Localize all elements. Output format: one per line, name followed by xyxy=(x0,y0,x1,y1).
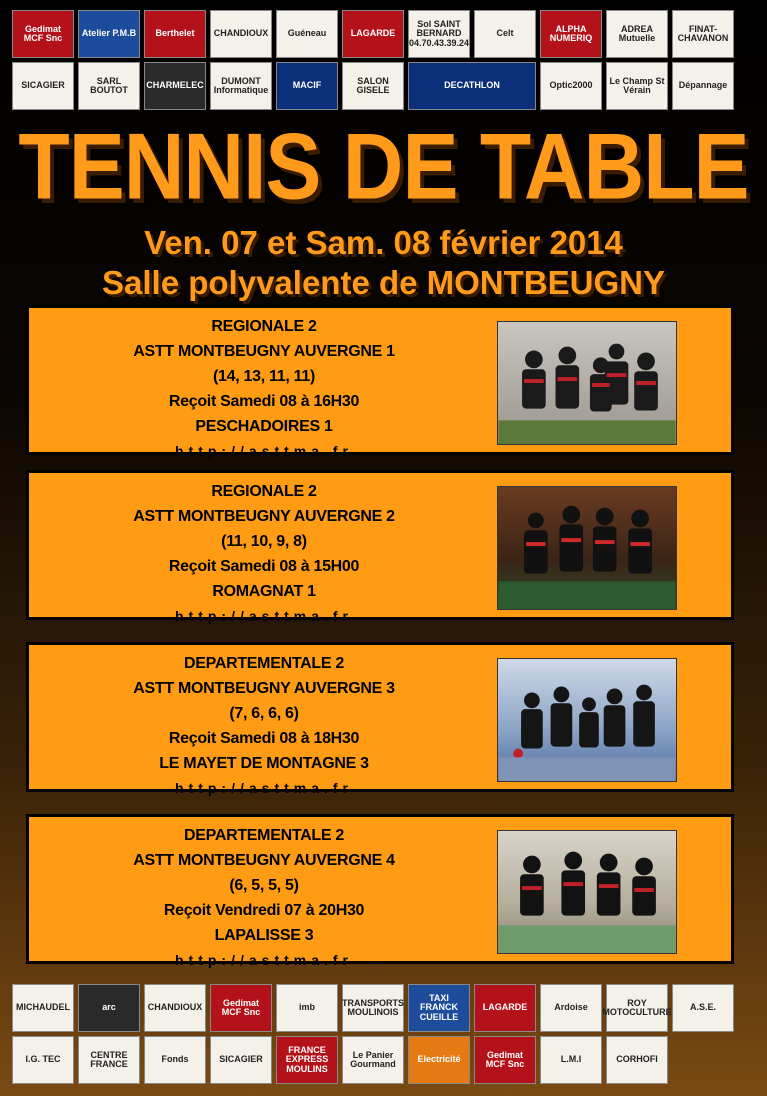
sponsor-logo: Atelier P.M.B xyxy=(78,10,140,58)
sponsor-logo: Sol SAINT BERNARD 04.70.43.39.24 xyxy=(408,10,470,58)
match-points: (7, 6, 6, 6) xyxy=(229,705,299,722)
match-info xyxy=(29,479,499,629)
sponsor-logo: CHANDIOUX xyxy=(144,984,206,1032)
match-card xyxy=(26,642,734,796)
sponsor-logo: MICHAUDEL xyxy=(12,984,74,1032)
match-team: ASTT MONTBEUGNY AUVERGNE 1 xyxy=(133,343,395,360)
club-url-link[interactable]: http://asttma.fr xyxy=(175,952,353,968)
match-opponent: LE MAYET DE MONTAGNE 3 xyxy=(159,755,369,772)
match-division: DEPARTEMENTALE 2 xyxy=(184,827,344,844)
sponsor-logo: Guéneau xyxy=(276,10,338,58)
club-url-link[interactable]: http://asttma.fr xyxy=(175,780,353,796)
poster-title: TENNIS DE TABLE xyxy=(18,113,749,219)
sponsor-logo: A.S.E. xyxy=(672,984,734,1032)
sponsor-logo: LAGARDE xyxy=(474,984,536,1032)
team-photo xyxy=(497,486,677,610)
sponsor-logo: MACIF xyxy=(276,62,338,110)
team-photo-illustration xyxy=(498,487,676,609)
match-opponent: ROMAGNAT 1 xyxy=(212,583,316,600)
sponsor-logo: Gedimat MCF Snc xyxy=(474,1036,536,1084)
sponsor-logo: ADREA Mutuelle xyxy=(606,10,668,58)
match-card xyxy=(26,305,734,459)
event-dates: Ven. 07 et Sam. 08 février 2014 xyxy=(144,224,623,261)
match-points: (6, 5, 5, 5) xyxy=(229,877,299,894)
sponsor-logo: Gedimat MCF Snc xyxy=(12,10,74,58)
sponsor-logo: CENTRE FRANCE xyxy=(78,1036,140,1084)
sponsor-logo: SICAGIER xyxy=(12,62,74,110)
match-schedule: Reçoit Vendredi 07 à 20H30 xyxy=(163,902,365,919)
sponsor-logo: Berthelet xyxy=(144,10,206,58)
match-team: ASTT MONTBEUGNY AUVERGNE 4 xyxy=(133,852,395,869)
sponsor-logo: imb xyxy=(276,984,338,1032)
match-points: (11, 10, 9, 8) xyxy=(221,533,307,550)
sponsor-logo: SALON GISELE xyxy=(342,62,404,110)
match-division: REGIONALE 2 xyxy=(211,318,317,335)
sponsor-logo: DUMONT Informatique xyxy=(210,62,272,110)
sponsor-logo: Ardoise xyxy=(540,984,602,1032)
sponsor-logo: Electricité xyxy=(408,1036,470,1084)
match-info xyxy=(29,651,499,801)
sponsor-logo: SICAGIER xyxy=(210,1036,272,1084)
match-opponent: PESCHADOIRES 1 xyxy=(195,418,333,435)
sponsor-logo: SARL BOUTOT xyxy=(78,62,140,110)
sponsor-logo: ROY MOTOCULTURE xyxy=(606,984,668,1032)
match-team: ASTT MONTBEUGNY AUVERGNE 3 xyxy=(133,680,395,697)
match-card xyxy=(26,814,734,968)
sponsor-logo: Optic2000 xyxy=(540,62,602,110)
team-photo-illustration xyxy=(498,831,676,953)
match-info xyxy=(29,314,499,464)
sponsor-logo: Gedimat MCF Snc xyxy=(210,984,272,1032)
team-photo xyxy=(497,658,677,782)
sponsor-logo: CHANDIOUX xyxy=(210,10,272,58)
sponsor-logo: LAGARDE xyxy=(342,10,404,58)
sponsor-logo: CHARMELEC xyxy=(144,62,206,110)
event-venue: Salle polyvalente de MONTBEUGNY xyxy=(102,264,665,301)
match-schedule: Reçoit Samedi 08 à 16H30 xyxy=(168,393,360,410)
sponsor-logo: Le Panier Gourmand xyxy=(342,1036,404,1084)
sponsor-logo: TAXI FRANCK CUEILLE xyxy=(408,984,470,1032)
team-photo xyxy=(497,830,677,954)
match-info xyxy=(29,823,499,973)
sponsor-logo: FINAT-CHAVANON xyxy=(672,10,734,58)
match-points: (14, 13, 11, 11) xyxy=(213,368,315,385)
sponsor-logos-bottom xyxy=(12,984,756,1084)
sponsor-logo: DECATHLON xyxy=(408,62,536,110)
sponsor-logo: Celt xyxy=(474,10,536,58)
match-opponent: LAPALISSE 3 xyxy=(214,927,314,944)
club-url-link[interactable]: http://asttma.fr xyxy=(175,443,353,459)
sponsor-logo: ALPHA NUMERIQ xyxy=(540,10,602,58)
sponsor-logo: CORHOFI xyxy=(606,1036,668,1084)
sponsor-logo: Le Champ St Vérain xyxy=(606,62,668,110)
sponsor-logo: FRANCE EXPRESS MOULINS xyxy=(276,1036,338,1084)
match-division: REGIONALE 2 xyxy=(211,483,317,500)
match-schedule: Reçoit Samedi 08 à 15H00 xyxy=(168,558,360,575)
sponsor-logo: I.G. TEC xyxy=(12,1036,74,1084)
sponsor-logo: arc xyxy=(78,984,140,1032)
team-photo-illustration xyxy=(498,659,676,781)
club-url-link[interactable]: http://asttma.fr xyxy=(175,608,353,624)
match-division: DEPARTEMENTALE 2 xyxy=(184,655,344,672)
match-team: ASTT MONTBEUGNY AUVERGNE 2 xyxy=(133,508,395,525)
sponsor-logo: TRANSPORTS MOULINOIS xyxy=(342,984,404,1032)
sponsor-logo: Fonds xyxy=(144,1036,206,1084)
team-photo xyxy=(497,321,677,445)
sponsor-logo: L.M.I xyxy=(540,1036,602,1084)
match-card xyxy=(26,470,734,624)
sponsor-logos-top xyxy=(12,10,756,110)
match-schedule: Reçoit Samedi 08 à 18H30 xyxy=(168,730,360,747)
sponsor-logo: Dépannage xyxy=(672,62,734,110)
team-photo-illustration xyxy=(498,322,676,444)
